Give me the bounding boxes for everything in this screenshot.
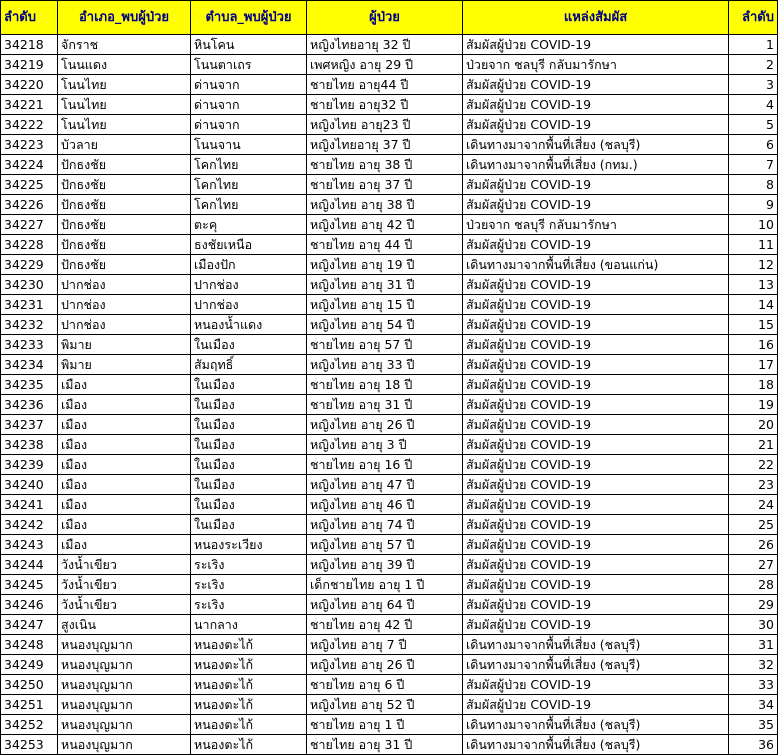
- cell-patient: ชายไทย อายุ 31 ปี: [307, 395, 463, 415]
- table-row: [1, 475, 778, 495]
- cell-subdistrict: หนองตะไก้: [191, 695, 307, 715]
- cell-district: โนนไทย: [58, 95, 191, 115]
- cell-district: วังน้ำเขียว: [58, 575, 191, 595]
- cell-case-number: 34220: [1, 75, 58, 95]
- cell-district: โนนไทย: [58, 75, 191, 95]
- cell-contact-source: เดินทางมาจากพื้นที่เสี่ยง (ขอนแก่น): [463, 255, 729, 275]
- table-row: [1, 315, 778, 335]
- cell-rank: 23: [729, 475, 778, 495]
- table-row: [1, 275, 778, 295]
- cell-rank: 28: [729, 575, 778, 595]
- cell-contact-source: เดินทางมาจากพื้นที่เสี่ยง (ชลบุรี): [463, 715, 729, 735]
- cell-subdistrict: ในเมือง: [191, 515, 307, 535]
- cell-contact-source: สัมผัสผู้ป่วย COVID-19: [463, 555, 729, 575]
- cell-patient: หญิงไทยอายุ 32 ปี: [307, 35, 463, 55]
- cell-contact-source: สัมผัสผู้ป่วย COVID-19: [463, 535, 729, 555]
- cell-rank: 10: [729, 215, 778, 235]
- table-row: [1, 175, 778, 195]
- cell-contact-source: สัมผัสผู้ป่วย COVID-19: [463, 355, 729, 375]
- cell-contact-source: เดินทางมาจากพื้นที่เสี่ยง (ชลบุรี): [463, 735, 729, 755]
- cell-patient: หญิงไทย อายุ 26 ปี: [307, 655, 463, 675]
- cell-rank: 18: [729, 375, 778, 395]
- cell-rank: 32: [729, 655, 778, 675]
- cell-contact-source: สัมผัสผู้ป่วย COVID-19: [463, 95, 729, 115]
- cell-subdistrict: โนนจาน: [191, 135, 307, 155]
- cell-district: ปากช่อง: [58, 295, 191, 315]
- cell-rank: 8: [729, 175, 778, 195]
- cell-patient: หญิงไทย อายุ 46 ปี: [307, 495, 463, 515]
- cell-subdistrict: ในเมือง: [191, 475, 307, 495]
- cell-rank: 16: [729, 335, 778, 355]
- cell-rank: 30: [729, 615, 778, 635]
- cell-contact-source: สัมผัสผู้ป่วย COVID-19: [463, 615, 729, 635]
- cell-contact-source: เดินทางมาจากพื้นที่เสี่ยง (ชลบุรี): [463, 135, 729, 155]
- cell-subdistrict: โนนตาเถร: [191, 55, 307, 75]
- cell-rank: 5: [729, 115, 778, 135]
- cell-contact-source: สัมผัสผู้ป่วย COVID-19: [463, 75, 729, 95]
- cell-case-number: 34226: [1, 195, 58, 215]
- cell-rank: 17: [729, 355, 778, 375]
- table-row: [1, 555, 778, 575]
- cell-subdistrict: ปากช่อง: [191, 295, 307, 315]
- cell-rank: 29: [729, 595, 778, 615]
- cell-case-number: 34234: [1, 355, 58, 375]
- cell-subdistrict: ธงชัยเหนือ: [191, 235, 307, 255]
- cell-subdistrict: ระเริง: [191, 575, 307, 595]
- cell-case-number: 34250: [1, 675, 58, 695]
- cell-patient: หญิงไทย อายุ 26 ปี: [307, 415, 463, 435]
- cell-district: เมือง: [58, 375, 191, 395]
- cell-case-number: 34239: [1, 455, 58, 475]
- cell-patient: หญิงไทย อายุ 19 ปี: [307, 255, 463, 275]
- cell-subdistrict: ในเมือง: [191, 455, 307, 475]
- cell-subdistrict: ระเริง: [191, 595, 307, 615]
- cell-patient: ชายไทย อายุ 42 ปี: [307, 615, 463, 635]
- table-row: [1, 415, 778, 435]
- cell-district: เมือง: [58, 495, 191, 515]
- table-row: [1, 635, 778, 655]
- table-row: [1, 495, 778, 515]
- table-row: [1, 115, 778, 135]
- table-body: [1, 35, 778, 755]
- cell-subdistrict: ในเมือง: [191, 495, 307, 515]
- cell-patient: เพศหญิง อายุ 29 ปี: [307, 55, 463, 75]
- cell-contact-source: สัมผัสผู้ป่วย COVID-19: [463, 375, 729, 395]
- cell-contact-source: เดินทางมาจากพื้นที่เสี่ยง (ชลบุรี): [463, 655, 729, 675]
- cell-case-number: 34242: [1, 515, 58, 535]
- cell-rank: 35: [729, 715, 778, 735]
- cell-rank: 22: [729, 455, 778, 475]
- table-row: [1, 195, 778, 215]
- table-row: [1, 655, 778, 675]
- cell-rank: 2: [729, 55, 778, 75]
- cell-patient: หญิงไทย อายุ 7 ปี: [307, 635, 463, 655]
- cell-district: ปากช่อง: [58, 275, 191, 295]
- cell-subdistrict: หนองตะไก้: [191, 715, 307, 735]
- cell-case-number: 34223: [1, 135, 58, 155]
- table-row: [1, 235, 778, 255]
- header-patient: ผู้ป่วย: [307, 1, 463, 35]
- table-row: [1, 575, 778, 595]
- cell-case-number: 34249: [1, 655, 58, 675]
- table-row: [1, 375, 778, 395]
- cell-subdistrict: หนองน้ำแดง: [191, 315, 307, 335]
- cell-subdistrict: ระเริง: [191, 555, 307, 575]
- table-row: [1, 615, 778, 635]
- cell-case-number: 34232: [1, 315, 58, 335]
- cell-case-number: 34245: [1, 575, 58, 595]
- cell-patient: หญิงไทย อายุ 33 ปี: [307, 355, 463, 375]
- cell-contact-source: สัมผัสผู้ป่วย COVID-19: [463, 315, 729, 335]
- cell-district: หนองบุญมาก: [58, 635, 191, 655]
- table-row: [1, 335, 778, 355]
- cell-case-number: 34236: [1, 395, 58, 415]
- cell-patient: หญิงไทย อายุ 52 ปี: [307, 695, 463, 715]
- cell-subdistrict: โคกไทย: [191, 155, 307, 175]
- cell-contact-source: สัมผัสผู้ป่วย COVID-19: [463, 595, 729, 615]
- cell-contact-source: สัมผัสผู้ป่วย COVID-19: [463, 335, 729, 355]
- cell-case-number: 34235: [1, 375, 58, 395]
- cell-case-number: 34244: [1, 555, 58, 575]
- cell-case-number: 34228: [1, 235, 58, 255]
- cell-district: ปักธงชัย: [58, 255, 191, 275]
- cell-case-number: 34251: [1, 695, 58, 715]
- cell-district: วังน้ำเขียว: [58, 595, 191, 615]
- cell-rank: 15: [729, 315, 778, 335]
- cell-patient: หญิงไทย อายุ 31 ปี: [307, 275, 463, 295]
- cell-patient: หญิงไทย อายุ 38 ปี: [307, 195, 463, 215]
- cell-district: หนองบุญมาก: [58, 655, 191, 675]
- cell-contact-source: ป่วยจาก ชลบุรี กลับมารักษา: [463, 55, 729, 75]
- table-row: [1, 55, 778, 75]
- cell-subdistrict: หนองตะไก้: [191, 675, 307, 695]
- cell-contact-source: สัมผัสผู้ป่วย COVID-19: [463, 195, 729, 215]
- cell-district: หนองบุญมาก: [58, 735, 191, 755]
- cell-case-number: 34237: [1, 415, 58, 435]
- cell-patient: ชายไทย อายุ 1 ปี: [307, 715, 463, 735]
- table-row: [1, 595, 778, 615]
- cell-case-number: 34227: [1, 215, 58, 235]
- cell-case-number: 34243: [1, 535, 58, 555]
- cell-contact-source: สัมผัสผู้ป่วย COVID-19: [463, 175, 729, 195]
- cell-subdistrict: ปากช่อง: [191, 275, 307, 295]
- cell-contact-source: สัมผัสผู้ป่วย COVID-19: [463, 515, 729, 535]
- cell-patient: หญิงไทย อายุ 54 ปี: [307, 315, 463, 335]
- cell-case-number: 34219: [1, 55, 58, 75]
- cell-subdistrict: ด่านจาก: [191, 95, 307, 115]
- cell-rank: 27: [729, 555, 778, 575]
- cell-case-number: 34248: [1, 635, 58, 655]
- cell-rank: 4: [729, 95, 778, 115]
- table-row: [1, 515, 778, 535]
- cell-contact-source: สัมผัสผู้ป่วย COVID-19: [463, 395, 729, 415]
- cell-district: โนนแดง: [58, 55, 191, 75]
- cell-district: หนองบุญมาก: [58, 695, 191, 715]
- table-row: [1, 695, 778, 715]
- table-row: [1, 675, 778, 695]
- cell-district: ปักธงชัย: [58, 175, 191, 195]
- cell-rank: 7: [729, 155, 778, 175]
- cell-district: ปักธงชัย: [58, 195, 191, 215]
- cell-case-number: 34240: [1, 475, 58, 495]
- cell-rank: 20: [729, 415, 778, 435]
- cell-contact-source: สัมผัสผู้ป่วย COVID-19: [463, 475, 729, 495]
- cell-case-number: 34230: [1, 275, 58, 295]
- table-row: [1, 455, 778, 475]
- cell-rank: 6: [729, 135, 778, 155]
- cell-case-number: 34222: [1, 115, 58, 135]
- cell-district: โนนไทย: [58, 115, 191, 135]
- cell-patient: ชายไทย อายุ44 ปี: [307, 75, 463, 95]
- cell-rank: 31: [729, 635, 778, 655]
- header-source: แหล่งสัมผัส: [463, 1, 729, 35]
- cell-rank: 12: [729, 255, 778, 275]
- table-row: [1, 135, 778, 155]
- table-row: [1, 215, 778, 235]
- cell-patient: หญิงไทย อายุ23 ปี: [307, 115, 463, 135]
- cell-district: เมือง: [58, 515, 191, 535]
- table-row: [1, 255, 778, 275]
- cell-contact-source: สัมผัสผู้ป่วย COVID-19: [463, 575, 729, 595]
- cell-subdistrict: ในเมือง: [191, 415, 307, 435]
- cell-district: ปากช่อง: [58, 315, 191, 335]
- cell-case-number: 34252: [1, 715, 58, 735]
- table-row: [1, 75, 778, 95]
- cell-subdistrict: ตะคุ: [191, 215, 307, 235]
- cell-district: เมือง: [58, 455, 191, 475]
- cell-subdistrict: โคกไทย: [191, 175, 307, 195]
- cell-rank: 21: [729, 435, 778, 455]
- cell-rank: 14: [729, 295, 778, 315]
- cell-subdistrict: โคกไทย: [191, 195, 307, 215]
- table-row: [1, 295, 778, 315]
- cell-rank: 25: [729, 515, 778, 535]
- cell-patient: หญิงไทย อายุ 15 ปี: [307, 295, 463, 315]
- cell-subdistrict: ในเมือง: [191, 395, 307, 415]
- cell-district: หนองบุญมาก: [58, 675, 191, 695]
- table-row: [1, 395, 778, 415]
- cell-case-number: 34247: [1, 615, 58, 635]
- cell-case-number: 34233: [1, 335, 58, 355]
- cell-subdistrict: หนองตะไก้: [191, 635, 307, 655]
- header-district: อำเภอ_พบผู้ป่วย: [58, 1, 191, 35]
- cell-case-number: 34224: [1, 155, 58, 175]
- table-row: [1, 535, 778, 555]
- cell-district: พิมาย: [58, 355, 191, 375]
- table-row: [1, 435, 778, 455]
- cell-patient: หญิงไทย อายุ 39 ปี: [307, 555, 463, 575]
- cell-case-number: 34231: [1, 295, 58, 315]
- cell-subdistrict: ในเมือง: [191, 335, 307, 355]
- cell-rank: 9: [729, 195, 778, 215]
- cell-subdistrict: หนองตะไก้: [191, 735, 307, 755]
- cell-patient: หญิงไทย อายุ 64 ปี: [307, 595, 463, 615]
- cell-contact-source: สัมผัสผู้ป่วย COVID-19: [463, 415, 729, 435]
- cell-contact-source: สัมผัสผู้ป่วย COVID-19: [463, 495, 729, 515]
- cell-district: จักราช: [58, 35, 191, 55]
- cell-district: เมือง: [58, 475, 191, 495]
- cell-rank: 1: [729, 35, 778, 55]
- cell-district: ปักธงชัย: [58, 215, 191, 235]
- cell-contact-source: สัมผัสผู้ป่วย COVID-19: [463, 435, 729, 455]
- cell-subdistrict: ด่านจาก: [191, 115, 307, 135]
- cell-patient: ชายไทย อายุ 38 ปี: [307, 155, 463, 175]
- table-row: [1, 155, 778, 175]
- cell-rank: 3: [729, 75, 778, 95]
- cell-contact-source: สัมผัสผู้ป่วย COVID-19: [463, 675, 729, 695]
- cell-patient: เด็กชายไทย อายุ 1 ปี: [307, 575, 463, 595]
- cell-district: เมือง: [58, 415, 191, 435]
- cell-subdistrict: หนองตะไก้: [191, 655, 307, 675]
- cell-contact-source: ป่วยจาก ชลบุรี กลับมารักษา: [463, 215, 729, 235]
- cell-case-number: 34241: [1, 495, 58, 515]
- cell-case-number: 34253: [1, 735, 58, 755]
- cell-contact-source: สัมผัสผู้ป่วย COVID-19: [463, 455, 729, 475]
- cell-district: สูงเนิน: [58, 615, 191, 635]
- cell-subdistrict: หินโคน: [191, 35, 307, 55]
- cell-rank: 11: [729, 235, 778, 255]
- header-no: ลำดับ: [1, 1, 58, 35]
- cell-subdistrict: นากลาง: [191, 615, 307, 635]
- cell-contact-source: สัมผัสผู้ป่วย COVID-19: [463, 115, 729, 135]
- cell-rank: 24: [729, 495, 778, 515]
- cell-patient: ชายไทย อายุ 6 ปี: [307, 675, 463, 695]
- cell-district: เมือง: [58, 435, 191, 455]
- cell-patient: ชายไทย อายุ32 ปี: [307, 95, 463, 115]
- cell-contact-source: เดินทางมาจากพื้นที่เสี่ยง (ชลบุรี): [463, 635, 729, 655]
- cell-rank: 19: [729, 395, 778, 415]
- cell-district: ปักธงชัย: [58, 235, 191, 255]
- cell-contact-source: สัมผัสผู้ป่วย COVID-19: [463, 295, 729, 315]
- cell-subdistrict: หนองระเวียง: [191, 535, 307, 555]
- cell-contact-source: สัมผัสผู้ป่วย COVID-19: [463, 695, 729, 715]
- cell-patient: ชายไทย อายุ 57 ปี: [307, 335, 463, 355]
- cell-rank: 34: [729, 695, 778, 715]
- cell-patient: ชายไทย อายุ 44 ปี: [307, 235, 463, 255]
- cell-subdistrict: ในเมือง: [191, 435, 307, 455]
- cell-case-number: 34229: [1, 255, 58, 275]
- cell-patient: ชายไทย อายุ 18 ปี: [307, 375, 463, 395]
- header-row: [1, 1, 778, 35]
- cell-subdistrict: ในเมือง: [191, 375, 307, 395]
- cell-case-number: 34238: [1, 435, 58, 455]
- cell-rank: 33: [729, 675, 778, 695]
- cell-patient: หญิงไทยอายุ 37 ปี: [307, 135, 463, 155]
- cell-contact-source: เดินทางมาจากพื้นที่เสี่ยง (กทม.): [463, 155, 729, 175]
- table-row: [1, 715, 778, 735]
- cell-case-number: 34225: [1, 175, 58, 195]
- table-row: [1, 355, 778, 375]
- cell-patient: ชายไทย อายุ 37 ปี: [307, 175, 463, 195]
- cell-contact-source: สัมผัสผู้ป่วย COVID-19: [463, 275, 729, 295]
- table-row: [1, 735, 778, 755]
- cell-subdistrict: เมืองปัก: [191, 255, 307, 275]
- header-subdistrict: ตำบล_พบผู้ป่วย: [191, 1, 307, 35]
- cell-patient: หญิงไทย อายุ 74 ปี: [307, 515, 463, 535]
- cell-patient: ชายไทย อายุ 16 ปี: [307, 455, 463, 475]
- cell-district: บัวลาย: [58, 135, 191, 155]
- cell-district: หนองบุญมาก: [58, 715, 191, 735]
- cell-patient: ชายไทย อายุ 31 ปี: [307, 735, 463, 755]
- table-row: [1, 95, 778, 115]
- cell-district: วังน้ำเขียว: [58, 555, 191, 575]
- cell-case-number: 34218: [1, 35, 58, 55]
- cell-subdistrict: สัมฤทธิ์: [191, 355, 307, 375]
- cell-case-number: 34246: [1, 595, 58, 615]
- cell-district: พิมาย: [58, 335, 191, 355]
- cell-rank: 36: [729, 735, 778, 755]
- cell-subdistrict: ด่านจาก: [191, 75, 307, 95]
- cell-patient: หญิงไทย อายุ 3 ปี: [307, 435, 463, 455]
- cell-patient: หญิงไทย อายุ 47 ปี: [307, 475, 463, 495]
- cell-contact-source: สัมผัสผู้ป่วย COVID-19: [463, 235, 729, 255]
- cell-patient: หญิงไทย อายุ 42 ปี: [307, 215, 463, 235]
- cell-rank: 13: [729, 275, 778, 295]
- table-row: [1, 35, 778, 55]
- header-rank: ลำดับ: [729, 1, 778, 35]
- cell-district: เมือง: [58, 395, 191, 415]
- cell-rank: 26: [729, 535, 778, 555]
- cell-district: ปักธงชัย: [58, 155, 191, 175]
- cell-district: เมือง: [58, 535, 191, 555]
- cell-patient: หญิงไทย อายุ 57 ปี: [307, 535, 463, 555]
- cell-case-number: 34221: [1, 95, 58, 115]
- cell-contact-source: สัมผัสผู้ป่วย COVID-19: [463, 35, 729, 55]
